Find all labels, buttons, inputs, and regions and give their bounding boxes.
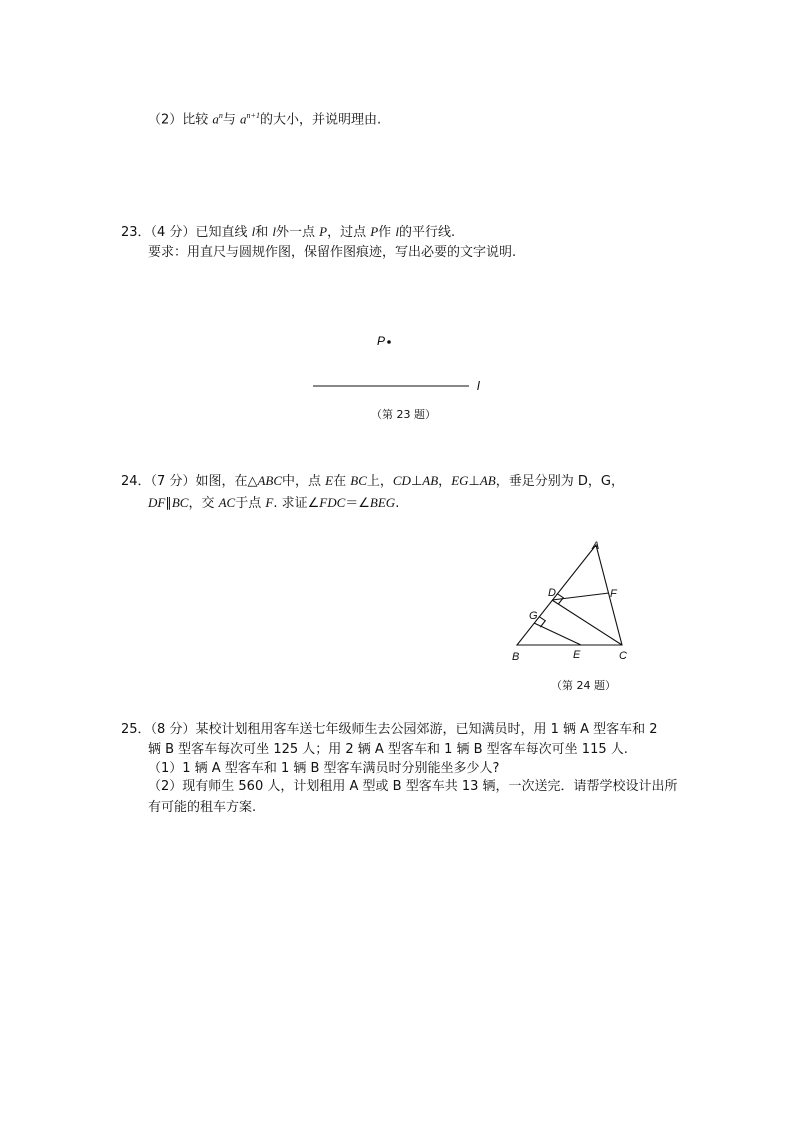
label-e: E <box>573 649 581 661</box>
q24-number: 24． <box>121 474 151 489</box>
q23-var-l: l <box>272 224 276 239</box>
q25-line1 <box>121 721 658 739</box>
q23-var-p: P <box>319 224 328 239</box>
q24-var: CD <box>392 473 411 488</box>
q23-number: 23． <box>121 225 151 240</box>
q24-var: AB <box>422 473 439 488</box>
triangle-abc <box>517 545 622 645</box>
q23-var-l: l <box>251 224 256 239</box>
q24-var: E <box>325 473 334 488</box>
q23-var-l: l <box>395 224 399 239</box>
q24-var: EG <box>451 473 469 488</box>
q24-symbol: ⊥ <box>468 474 480 489</box>
q25-part2-line1: （2）现有师生 560 人，计划租用 A 型或 B 型客车共 13 辆，一次送完．请帮学校设计出所 <box>148 779 678 794</box>
q25-line2: 辆 B 型客车每次可坐 125 人；用 2 辆 A 型客车和 1 辆 B 型客车每次可坐 115 人. <box>148 742 628 757</box>
q23-var-p: P <box>370 224 379 239</box>
point-p-label: P <box>377 334 386 348</box>
q23-score: （4 分） <box>150 225 196 240</box>
q23-text: 已知直线 <box>195 225 252 240</box>
q24-var: BC <box>350 473 367 488</box>
q22-exp2: n+1 <box>246 111 260 120</box>
q25-score: （8 分） <box>150 722 196 737</box>
q25-part2-line2: 有可能的租车方案. <box>148 800 257 815</box>
q24-text: ， <box>438 474 452 489</box>
q22-mid: 与 <box>222 112 241 128</box>
q24-var: AC <box>218 495 236 510</box>
q24-statement-line2 <box>148 494 399 513</box>
q23-figure <box>300 325 500 395</box>
q23-text: 的平行线. <box>398 225 456 240</box>
q23-text: 外一点 <box>275 225 320 240</box>
q22-prefix: （2）比较 <box>148 112 213 128</box>
q24-score: （7 分） <box>150 474 196 489</box>
line-l-label: l <box>477 379 480 393</box>
q24-text: ，垂足分别为 D，G， <box>495 474 624 489</box>
label-f: F <box>610 588 617 600</box>
q23-statement <box>121 223 455 242</box>
q24-figure <box>500 530 650 670</box>
q22-exp1: n <box>218 111 223 120</box>
q24-text: 如图，在△ <box>195 474 258 489</box>
q25-part1: （1）1 辆 A 型客车和 1 辆 B 型客车满员时分别能坐多少人? <box>148 761 500 776</box>
point-p <box>387 340 391 344</box>
q24-text: 在 <box>333 474 351 489</box>
q24-var: BC <box>171 495 189 510</box>
q24-text: . 求证∠ <box>273 496 320 511</box>
q23-requirement: 要求：用直尺与圆规作图，保留作图痕迹，写出必要的文字说明. <box>148 245 517 260</box>
q23-caption: （第 23 题） <box>371 408 436 421</box>
q24-var: BEG <box>369 495 396 510</box>
label-d: D <box>548 587 556 599</box>
q23-text: 作 <box>378 225 396 240</box>
q24-statement-line1 <box>121 472 624 491</box>
q24-var: F <box>265 495 274 510</box>
q23-text: ，过点 <box>327 225 371 240</box>
q24-symbol: ∥ <box>165 496 172 511</box>
q22-base2: a <box>240 111 247 127</box>
q24-symbol: ⊥ <box>410 474 423 489</box>
q24-var: FDC <box>319 495 346 510</box>
label-c: C <box>619 650 627 662</box>
label-b: B <box>512 651 520 663</box>
q24-var: ABC <box>257 473 283 488</box>
q24-var: AB <box>479 473 496 488</box>
q22-suffix: 的大小，并说明理由. <box>259 112 382 128</box>
label-g: G <box>529 610 538 622</box>
q25-text: 某校计划租用客车送七年级师生去公园郊游，已知满员时，用 1 辆 A 型客车和 2 <box>195 722 658 737</box>
q22-part2 <box>148 107 381 129</box>
q24-text: 上， <box>366 474 393 489</box>
q24-text: . <box>395 496 400 511</box>
q24-text: ＝∠ <box>345 496 370 511</box>
q22-base1: a <box>212 111 219 127</box>
q24-caption: （第 24 题） <box>551 679 616 692</box>
q24-text: ，交 <box>188 496 219 511</box>
q24-text: 中，点 <box>282 474 326 489</box>
q23-text: 和 <box>255 225 273 240</box>
q24-var: DF <box>148 495 166 510</box>
q25-number: 25． <box>121 722 151 737</box>
label-a: A <box>592 540 600 552</box>
q24-text: 于点 <box>235 496 266 511</box>
